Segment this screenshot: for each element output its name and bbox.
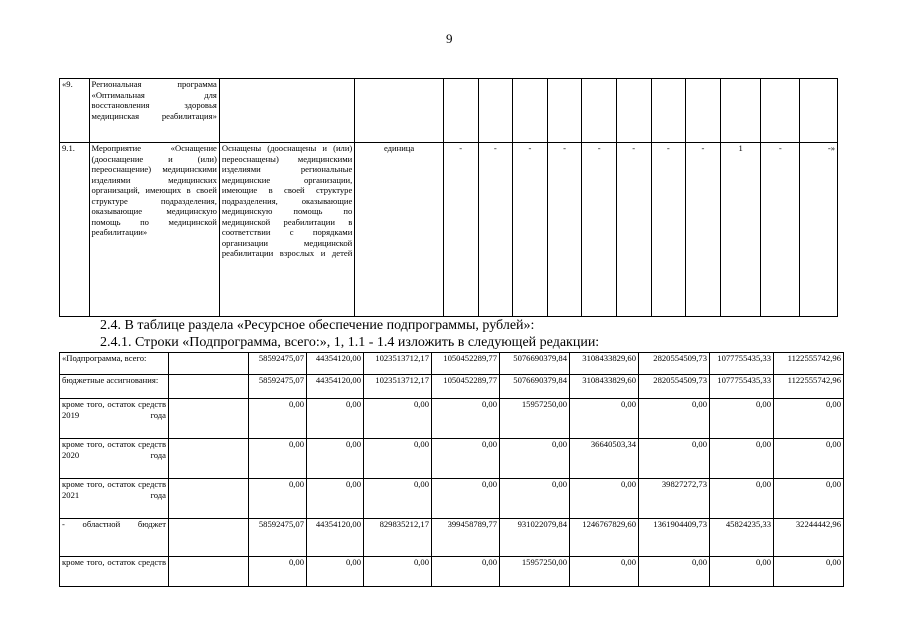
amount-cell: 5076690379,84 xyxy=(500,353,570,375)
amount-cell: 0,00 xyxy=(432,399,500,439)
amount-cell: 0,00 xyxy=(639,557,710,587)
amount-cell: 0,00 xyxy=(307,479,364,519)
amount-cell: 1122555742,96 xyxy=(774,375,844,399)
amount-cell: 0,00 xyxy=(570,557,639,587)
amount-cell: 1023513712,17 xyxy=(364,353,432,375)
amount-cell: 2820554509,73 xyxy=(639,375,710,399)
amount-cell: 0,00 xyxy=(570,399,639,439)
amount-cell: 0,00 xyxy=(249,557,307,587)
amount-cell: 0,00 xyxy=(432,439,500,479)
amount-cell: 399458789,77 xyxy=(432,519,500,557)
program-name: Региональная программа «Оптимальная для восстановления здоровья медицинская реабилитация» xyxy=(89,79,219,143)
amount-cell: 45824235,33 xyxy=(710,519,774,557)
amount-cell: 44354120,00 xyxy=(307,353,364,375)
amount-cell: 0,00 xyxy=(364,557,432,587)
amount-cell: 0,00 xyxy=(570,479,639,519)
unit-cell: единица xyxy=(355,143,444,317)
table-row xyxy=(60,143,838,317)
empty-cell xyxy=(169,353,249,375)
amount-cell: 5076690379,84 xyxy=(500,375,570,399)
amount-cell: 1050452289,77 xyxy=(432,375,500,399)
row-number: «9. xyxy=(60,79,90,143)
amount-cell: 0,00 xyxy=(432,557,500,587)
value-cell: -» xyxy=(800,143,838,317)
table-row xyxy=(60,519,844,557)
amount-cell: 0,00 xyxy=(710,399,774,439)
amount-cell: 44354120,00 xyxy=(307,519,364,557)
amount-cell: 0,00 xyxy=(249,479,307,519)
amount-cell: 1023513712,17 xyxy=(364,375,432,399)
row-label: - областной бюджет xyxy=(60,519,169,557)
amount-cell: 1246767829,60 xyxy=(570,519,639,557)
amount-cell: 58592475,07 xyxy=(249,375,307,399)
value-cell: - xyxy=(547,143,582,317)
table-row xyxy=(60,353,844,375)
empty-cell xyxy=(169,519,249,557)
amount-cell: 0,00 xyxy=(500,439,570,479)
table-row xyxy=(60,399,844,439)
amount-cell: 0,00 xyxy=(710,557,774,587)
table-row xyxy=(60,479,844,519)
amount-cell: 0,00 xyxy=(774,439,844,479)
value-cell: - xyxy=(513,143,548,317)
value-cell: - xyxy=(761,143,800,317)
amount-cell: 0,00 xyxy=(364,439,432,479)
table-row xyxy=(60,79,838,143)
value-cell: - xyxy=(651,143,686,317)
amount-cell: 0,00 xyxy=(307,557,364,587)
subsection-heading: 2.4.1. Строки «Подпрограмма, всего:», 1, 1.1 - 1.4 изложить в следующей редакции: xyxy=(100,335,600,350)
amount-cell: 0,00 xyxy=(774,557,844,587)
row-label: кроме того, остаток средств 2019 года xyxy=(60,399,169,439)
amount-cell: 0,00 xyxy=(774,479,844,519)
empty-cell xyxy=(169,557,249,587)
amount-cell: 15957250,00 xyxy=(500,557,570,587)
amount-cell: 0,00 xyxy=(432,479,500,519)
indicator-name: Оснащены (дооснащены и (или) переоснащены) медицинскими изделиями региональные медицинские организации, имеющие в своей структуре подразделения, оказывающие медицинскую помощь по медицинской реабилитации в соответствии с порядками организации медицинской реабилитации взрослых и детей xyxy=(219,143,354,317)
amount-cell: 0,00 xyxy=(307,439,364,479)
amount-cell: 1077755435,33 xyxy=(710,375,774,399)
amount-cell: 36640503,34 xyxy=(570,439,639,479)
amount-cell: 2820554509,73 xyxy=(639,353,710,375)
amount-cell: 0,00 xyxy=(307,399,364,439)
value-cell: - xyxy=(686,143,721,317)
resources-table xyxy=(59,352,844,587)
value-cell: - xyxy=(616,143,651,317)
amount-cell: 3108433829,60 xyxy=(570,375,639,399)
amount-cell: 58592475,07 xyxy=(249,519,307,557)
empty-cell xyxy=(169,439,249,479)
amount-cell: 0,00 xyxy=(710,479,774,519)
section-heading: 2.4. В таблице раздела «Ресурсное обеспечение подпрограммы, рублей»: xyxy=(100,318,535,333)
amount-cell: 32244442,96 xyxy=(774,519,844,557)
amount-cell: 0,00 xyxy=(249,439,307,479)
empty-cell xyxy=(169,399,249,439)
amount-cell: 1050452289,77 xyxy=(432,353,500,375)
amount-cell: 44354120,00 xyxy=(307,375,364,399)
amount-cell: 0,00 xyxy=(364,399,432,439)
row-number: 9.1. xyxy=(60,143,90,317)
amount-cell: 1077755435,33 xyxy=(710,353,774,375)
amount-cell: 0,00 xyxy=(500,479,570,519)
row-label: бюджетные ассигнования: xyxy=(60,375,169,399)
amount-cell: 931022079,84 xyxy=(500,519,570,557)
amount-cell: 15957250,00 xyxy=(500,399,570,439)
amount-cell: 0,00 xyxy=(774,399,844,439)
table-row xyxy=(60,557,844,587)
empty-cell xyxy=(169,479,249,519)
amount-cell: 0,00 xyxy=(639,399,710,439)
row-label: «Подпрограмма, всего: xyxy=(60,353,169,375)
amount-cell: 39827272,73 xyxy=(639,479,710,519)
amount-cell: 829835212,17 xyxy=(364,519,432,557)
row-label: кроме того, остаток средств 2021 года xyxy=(60,479,169,519)
value-cell: - xyxy=(582,143,617,317)
amount-cell: 0,00 xyxy=(249,399,307,439)
amount-cell: 0,00 xyxy=(639,439,710,479)
amount-cell: 1361904409,73 xyxy=(639,519,710,557)
table-row xyxy=(60,439,844,479)
value-cell: - xyxy=(443,143,478,317)
empty-cell xyxy=(169,375,249,399)
row-label: кроме того, остаток средств xyxy=(60,557,169,587)
table-row xyxy=(60,375,844,399)
value-cell: - xyxy=(478,143,513,317)
event-name: Мероприятие «Оснащение (дооснащение и (или) переоснащение) медицинскими изделиями медицинских организаций, имеющих в своей структуре подразделения, оказывающие медицинскую помощь по медицинской реабилитации» xyxy=(89,143,219,317)
amount-cell: 0,00 xyxy=(364,479,432,519)
row-label: кроме того, остаток средств 2020 года xyxy=(60,439,169,479)
amount-cell: 58592475,07 xyxy=(249,353,307,375)
amount-cell: 3108433829,60 xyxy=(570,353,639,375)
amount-cell: 1122555742,96 xyxy=(774,353,844,375)
page-number: 9 xyxy=(446,31,453,46)
amount-cell: 0,00 xyxy=(710,439,774,479)
indicators-table xyxy=(59,78,838,317)
value-cell: 1 xyxy=(720,143,761,317)
